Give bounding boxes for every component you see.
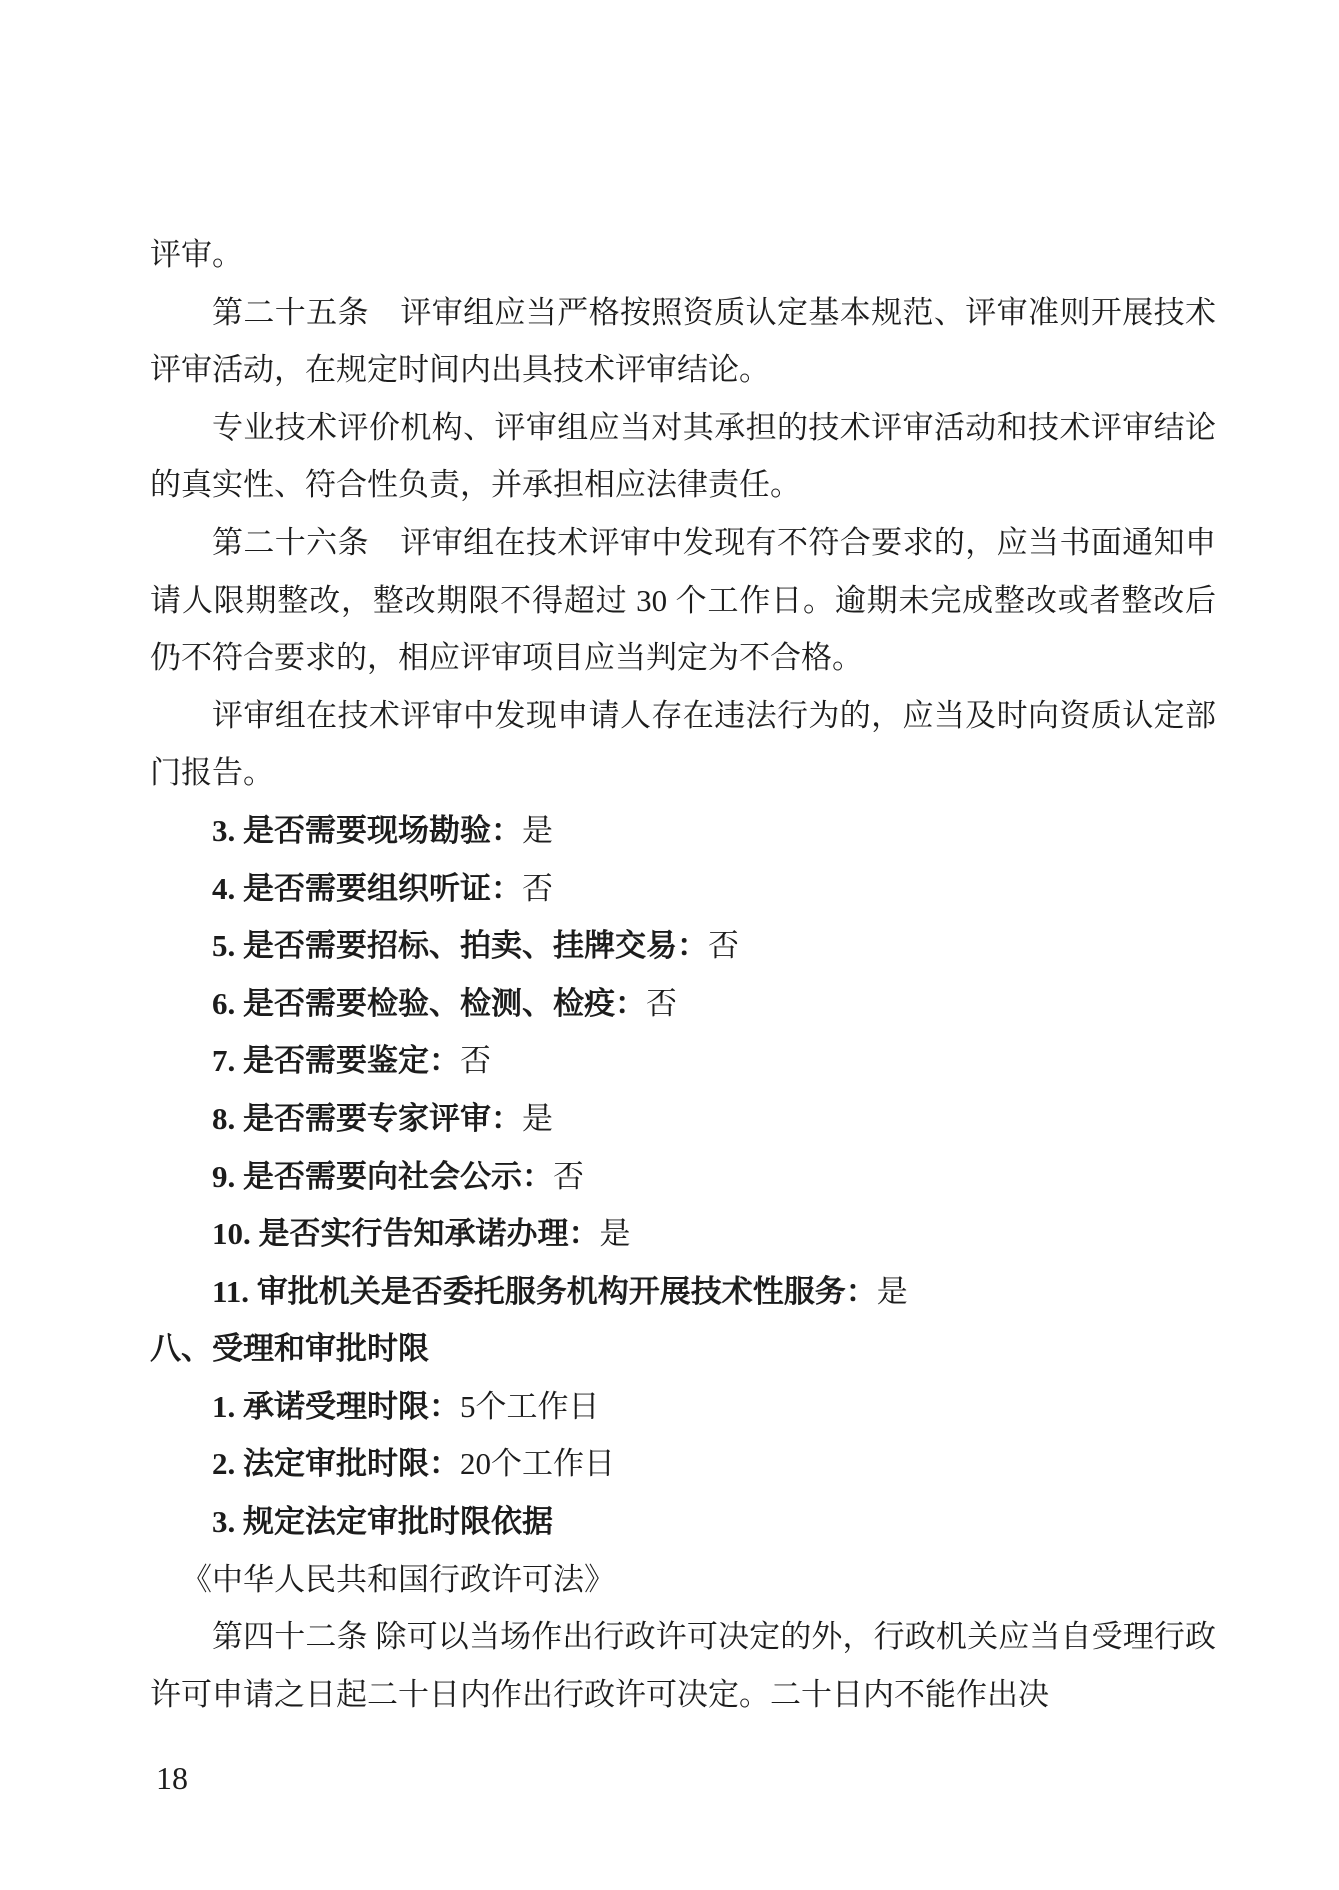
item-value: 否 — [522, 870, 553, 906]
item-label: 8. 是否需要专家评审： — [212, 1100, 522, 1136]
page-number: 18 — [156, 1760, 188, 1796]
item-value: 否 — [460, 1043, 491, 1079]
paragraph-article-26: 第二十六条 评审组在技术评审中发现有不符合要求的，应当书面通知申请人限期整改，整改期限不得超过 30 个工作日。逾期未完成整改或者整改后仍不符合要求的，相应评审项目应当判定为不合格。 — [150, 524, 1216, 676]
item-label: 4. 是否需要组织听证： — [212, 870, 522, 906]
list-item-time-limit-basis — [150, 1493, 1216, 1551]
paragraph-article-25: 第二十五条 评审组应当严格按照资质认定基本规范、评审准则开展技术评审活动，在规定时间内出具技术评审结论。 — [150, 294, 1216, 388]
item-value: 是 — [522, 1100, 553, 1136]
item-value: 5个工作日 — [460, 1388, 600, 1424]
section-heading-time-limits: 八、受理和审批时限 — [150, 1331, 429, 1367]
item-label: 1. 承诺受理时限： — [212, 1388, 460, 1424]
item-label: 11. 审批机关是否委托服务机构开展技术性服务： — [212, 1273, 877, 1309]
paragraph-continuation: 评审。 — [150, 237, 243, 272]
item-label: 9. 是否需要向社会公示： — [212, 1158, 553, 1194]
item-value: 是 — [599, 1216, 631, 1252]
list-item-site-inspection — [150, 802, 1216, 860]
item-label: 3. 规定法定审批时限依据 — [212, 1504, 553, 1540]
page-content — [150, 226, 1216, 1723]
item-label: 7. 是否需要鉴定： — [212, 1043, 460, 1079]
item-label: 3. 是否需要现场勘验： — [212, 812, 522, 848]
law-reference-title: 《中华人民共和国行政许可法》 — [181, 1561, 615, 1597]
item-value: 否 — [553, 1158, 584, 1194]
item-value: 是 — [876, 1273, 908, 1309]
paragraph-article-42: 第四十二条 除可以当场作出行政许可决定的外，行政机关应当自受理行政许可申请之日起二十日内作出行政许可决定。二十日内不能作出决 — [150, 1619, 1216, 1712]
list-item-expert-review — [150, 1090, 1216, 1148]
item-label: 6. 是否需要检验、检测、检疫： — [212, 985, 646, 1021]
item-label: 5. 是否需要招标、拍卖、挂牌交易： — [212, 928, 708, 964]
paragraph-report-violation: 评审组在技术评审中发现申请人存在违法行为的，应当及时向资质认定部门报告。 — [150, 697, 1216, 791]
item-value: 否 — [646, 985, 677, 1021]
list-item-appraisal — [150, 1032, 1216, 1090]
list-item-inspection-testing — [150, 975, 1216, 1033]
list-item-statutory-approval-time-limit — [150, 1435, 1216, 1493]
item-value: 否 — [708, 928, 739, 964]
list-item-bidding — [150, 917, 1216, 975]
list-item-public-notice — [150, 1148, 1216, 1206]
paragraph-evaluation-agency: 专业技术评价机构、评审组应当对其承担的技术评审活动和技术评审结论的真实性、符合性负责，并承担相应法律责任。 — [150, 409, 1216, 503]
item-label: 2. 法定审批时限： — [212, 1446, 460, 1482]
item-label: 10. 是否实行告知承诺办理： — [212, 1216, 600, 1252]
list-item-acceptance-time-limit — [150, 1378, 1216, 1436]
list-item-notification-commitment — [150, 1205, 1216, 1263]
item-value: 是 — [522, 812, 553, 848]
list-item-hearing — [150, 860, 1216, 918]
item-value: 20个工作日 — [460, 1446, 615, 1482]
list-item-delegated-technical-service — [150, 1263, 1216, 1321]
